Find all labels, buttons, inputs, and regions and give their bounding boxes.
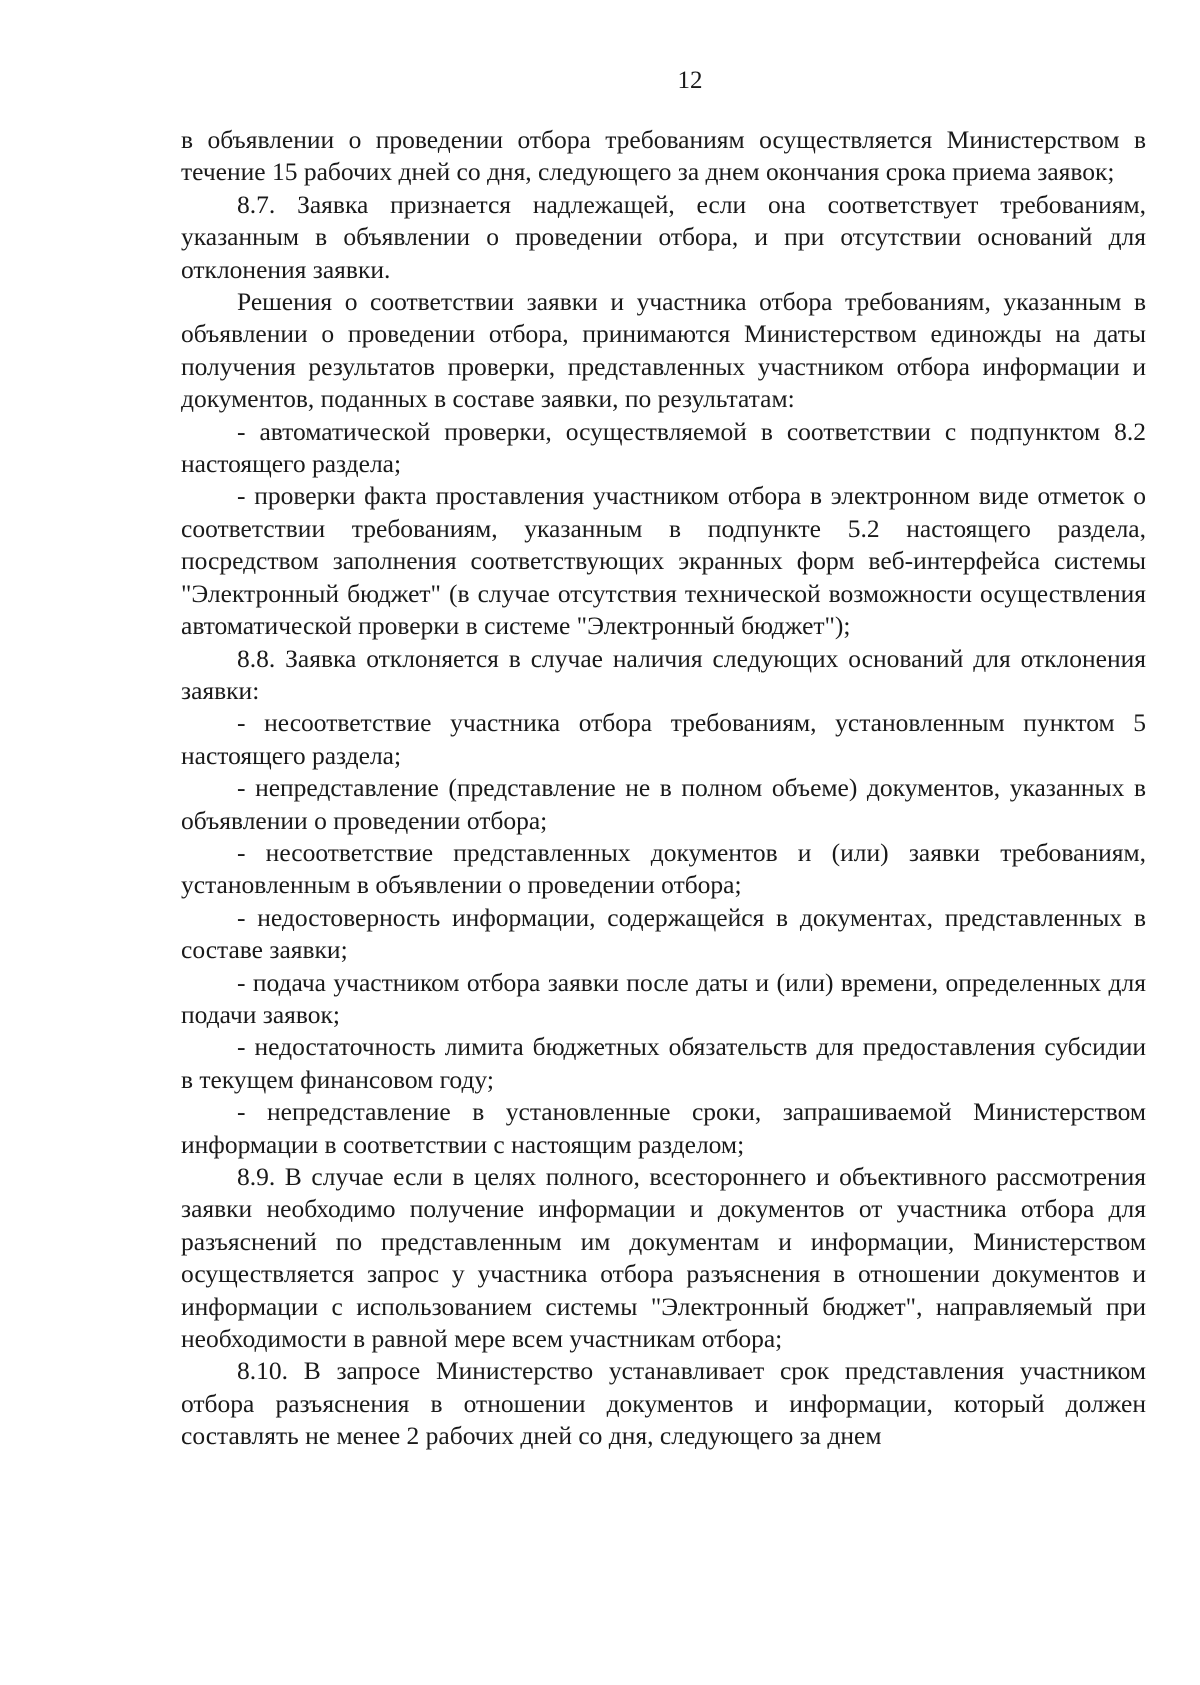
paragraph-decisions: Решения о соответствии заявки и участника отбора требованиям, указанным в объявлении о проведении отбора, принимаются Министерством единожды на даты получения результатов проверки, представленных участником отбора информации и документов, поданных в составе заявки, по результатам:: [181, 287, 1146, 414]
list-item-unreliability: - недостоверность информации, содержащейся в документах, представленных в составе заявки;: [181, 902, 1146, 965]
paragraph-8-8: 8.8. Заявка отклоняется в случае наличия следующих оснований для отклонения заявки:: [181, 643, 1146, 705]
list-item-noncompliance-documents: - несоответствие представленных документов и (или) заявки требованиям, установленным в объявлении о проведении отбора;: [181, 837, 1146, 900]
list-item-late-submission: - подача участником отбора заявки после даты и (или) времени, определенных для подачи заявок;: [181, 967, 1146, 1029]
list-item-automatic-check: - автоматической проверки, осуществляемой в соответствии с подпунктом 8.2 настоящего раздела;: [181, 416, 1146, 479]
page-number: 12: [677, 67, 703, 94]
list-item-insufficient-limit: - недостаточность лимита бюджетных обязательств для предоставления субсидии в текущем финансовом году;: [181, 1032, 1146, 1094]
paragraph-8-9: 8.9. В случае если в целях полного, всестороннего и объективного рассмотрения заявки необходимо получение информации и документов от участника отбора для разъяснений по представленным им документам и информации, Министерством осуществляется запрос у участника отбора разъяснения в отношении документов и информации с использованием системы "Электронный бюджет", направляемый при необходимости в равной мере всем участникам отбора;: [181, 1162, 1146, 1354]
document-body: [181, 124, 1146, 1453]
paragraph-8-7: 8.7. Заявка признается надлежащей, если она соответствует требованиям, указанным в объявлении о проведении отбора, и при отсутствии оснований для отклонения заявки.: [181, 189, 1146, 284]
list-item-nonsubmission-requested: - непредставление в установленные сроки, запрашиваемой Министерством информации в соответствии с настоящим разделом;: [181, 1097, 1146, 1159]
list-item-noncompliance-participant: - несоответствие участника отбора требованиям, установленным пунктом 5 настоящего раздела;: [181, 708, 1146, 770]
paragraph-8-10: 8.10. В запросе Министерство устанавливает срок представления участником отбора разъяснения в отношении документов и информации, который должен составлять не менее 2 рабочих дней со дня, следующего за днем: [181, 1356, 1146, 1451]
paragraph-continuation: в объявлении о проведении отбора требованиям осуществляется Министерством в течение 15 рабочих дней со дня, следующего за днем окончания срока приема заявок;: [181, 125, 1146, 187]
list-item-nonsubmission: - непредставление (представление не в полном объеме) документов, указанных в объявлении о проведении отбора;: [181, 773, 1146, 835]
list-item-marks-check: - проверки факта проставления участником отбора в электронном виде отметок о соответствии требованиям, указанным в подпункте 5.2 настоящего раздела, посредством заполнения соответствующих экранных форм веб-интерфейса системы "Электронный бюджет" (в случае отсутствия технической возможности осуществления автоматической проверки в системе "Электронный бюджет");: [181, 481, 1146, 641]
